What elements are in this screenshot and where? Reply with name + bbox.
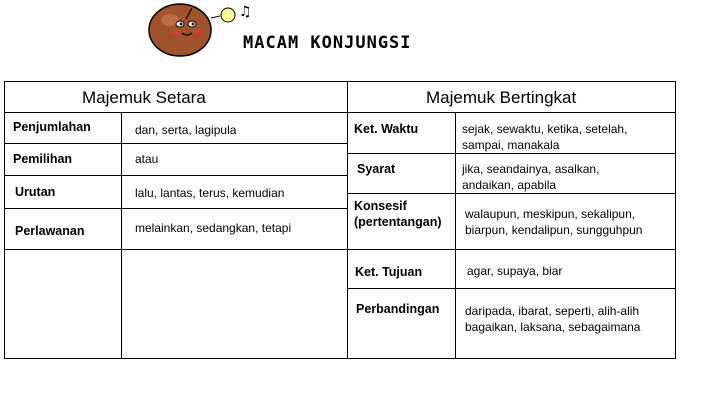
value-perlawanan: melainkan, sedangkan, tetapi bbox=[135, 221, 292, 235]
label-konsesif: Konsesif (pertentangan) bbox=[354, 199, 442, 229]
value-pemilihan: atau bbox=[135, 152, 159, 166]
label-ket-waktu: Ket. Waktu bbox=[354, 122, 419, 136]
value-syarat: jika, seandainya, asalkan, andaikan, apabila bbox=[462, 162, 600, 192]
label-syarat: Syarat bbox=[357, 162, 396, 176]
label-perbandingan: Perbandingan bbox=[356, 302, 440, 316]
value-konsesif: walaupun, meskipun, sekalipun, biarpun, kendalipun, sungguhpun bbox=[465, 207, 643, 237]
value-ket-waktu: sejak, sewaktu, ketika, setelah, sampai, manakala bbox=[462, 122, 628, 152]
mascot-illustration bbox=[140, 0, 260, 62]
svg-text:♫: ♫ bbox=[239, 4, 252, 20]
label-urutan: Urutan bbox=[15, 185, 56, 199]
value-perbandingan: daripada, ibarat, seperti, alih-alih bagaikan, laksana, sebagaimana bbox=[465, 304, 641, 334]
label-perlawanan: Perlawanan bbox=[15, 224, 85, 238]
header-majemuk-setara: Majemuk Setara bbox=[82, 88, 206, 107]
header-majemuk-bertingkat: Majemuk Bertingkat bbox=[426, 88, 577, 107]
label-pemilihan: Pemilihan bbox=[13, 152, 73, 166]
page-title: MACAM KONJUNGSI bbox=[243, 33, 412, 53]
label-ket-tujuan: Ket. Tujuan bbox=[355, 265, 423, 279]
value-ket-tujuan: agar, supaya, biar bbox=[467, 264, 563, 278]
label-penjumlahan: Penjumlahan bbox=[13, 120, 91, 134]
value-penjumlahan: dan, serta, lagipula bbox=[135, 123, 237, 137]
value-urutan: lalu, lantas, terus, kemudian bbox=[135, 186, 285, 200]
